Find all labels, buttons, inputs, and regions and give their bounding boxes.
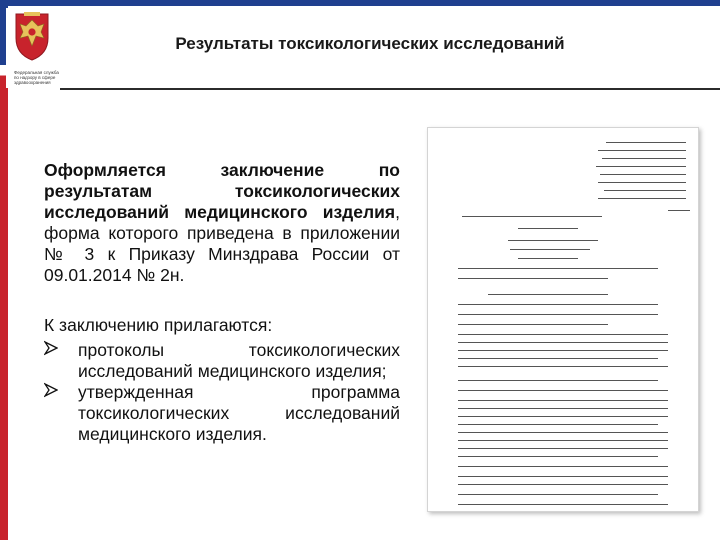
attachments-list: [44, 340, 400, 445]
header-divider: [60, 88, 720, 90]
arrow-bullet-icon: [44, 340, 64, 361]
attachment-text: протоколы токсикологических исследований медицинского изделия;: [78, 340, 400, 381]
eagle-emblem-icon: [6, 8, 58, 62]
list-item: [44, 382, 400, 445]
paragraph-rest: , форма которого приведена в приложении № 3 к Приказу Минздрава России от 09.01.2014 № 2н.: [44, 202, 400, 285]
document-preview-image: [427, 127, 699, 512]
logo-caption: Федеральная служба по надзору в сфере здравоохранения: [14, 70, 59, 85]
main-paragraph: [44, 160, 400, 286]
attachments-heading: К заключению прилагаются:: [44, 315, 273, 335]
logo: [6, 8, 58, 88]
paragraph-lead: Оформляется заключение по результатам токсикологических исследований медицинского изделия: [44, 160, 400, 222]
list-item: [44, 340, 400, 382]
content-panel: [44, 160, 400, 445]
arrow-bullet-icon: [44, 382, 64, 403]
attachment-text: утвержденная программа токсикологических исследований медицинского изделия.: [78, 382, 400, 444]
page-title: Результаты токсикологических исследований: [175, 34, 565, 53]
top-stripe-blue: [0, 0, 720, 6]
